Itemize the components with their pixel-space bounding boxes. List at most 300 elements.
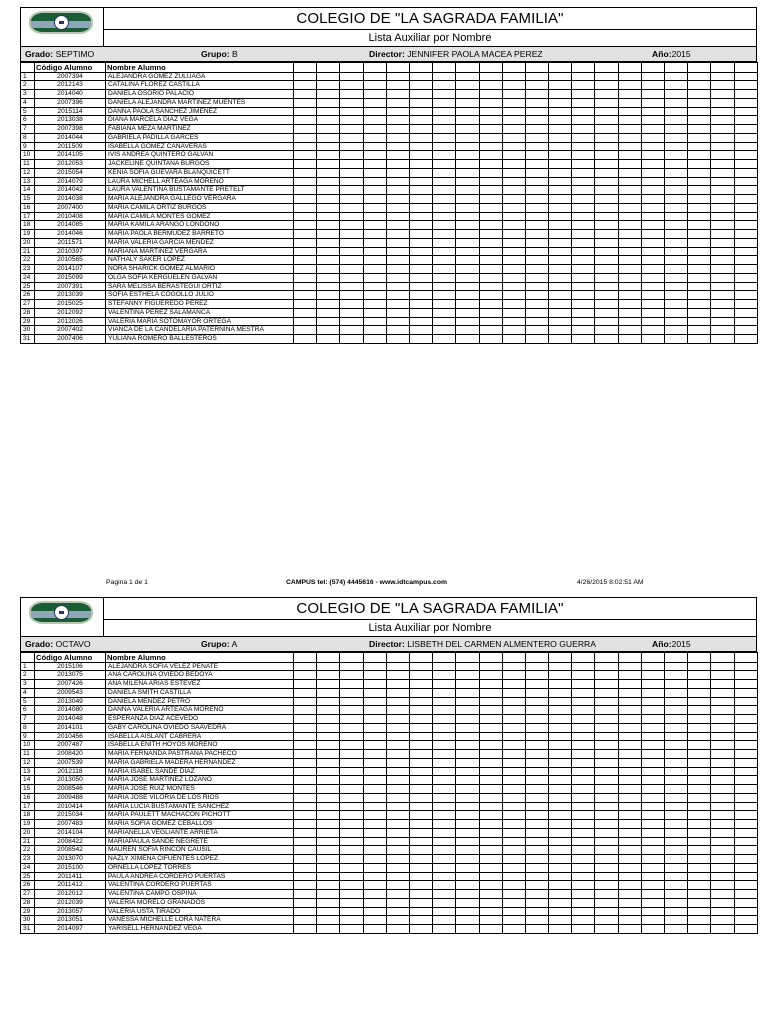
grade-entry-cell <box>433 256 456 265</box>
grade-entry-cell <box>479 925 502 934</box>
grade-entry-cell <box>340 872 363 881</box>
grade-entry-cell <box>386 907 409 916</box>
row-number: 21 <box>21 247 35 256</box>
grade-entry-cell <box>456 300 479 309</box>
row-number: 10 <box>21 151 35 160</box>
grade-entry-cell <box>711 785 734 794</box>
grade-entry-cell <box>688 308 711 317</box>
grade-entry-cell <box>456 662 479 671</box>
student-code: 2013038 <box>35 116 106 125</box>
grade-entry-cell <box>595 715 618 724</box>
grade-entry-cell <box>479 203 502 212</box>
grade-entry-cell <box>502 90 525 99</box>
table-row <box>21 706 758 715</box>
grade-entry-cell <box>525 671 548 680</box>
grade-entry-cell <box>549 116 572 125</box>
grade-entry-header-cell <box>549 653 572 663</box>
student-name: DANIELA SMITH CASTILLA <box>106 688 294 697</box>
grade-entry-cell <box>734 662 757 671</box>
grade-entry-cell <box>502 872 525 881</box>
grade-entry-cell <box>734 291 757 300</box>
grade-entry-cell <box>502 282 525 291</box>
grade-entry-cell <box>549 916 572 925</box>
grade-entry-cell <box>549 247 572 256</box>
grade-entry-cell <box>456 168 479 177</box>
grade-entry-cell <box>479 107 502 116</box>
grade-entry-cell <box>734 811 757 820</box>
grade-entry-cell <box>711 925 734 934</box>
grade-entry-cell <box>641 715 664 724</box>
grade-entry-cell <box>409 881 432 890</box>
row-number: 15 <box>21 785 35 794</box>
grade-entry-cell <box>456 160 479 169</box>
grade-entry-header-cell <box>525 653 548 663</box>
grade-entry-cell <box>479 125 502 134</box>
grade-entry-cell <box>409 265 432 274</box>
grade-entry-cell <box>734 828 757 837</box>
grade-entry-cell <box>572 212 595 221</box>
grade-entry-cell <box>456 820 479 829</box>
row-number: 29 <box>21 907 35 916</box>
row-number: 4 <box>21 688 35 697</box>
grade-entry-cell <box>363 706 386 715</box>
grade-entry-cell <box>456 925 479 934</box>
year-label: Año: <box>652 49 672 59</box>
grade-entry-cell <box>665 828 688 837</box>
student-name: VALENTINA CORDERO PUERTAS <box>106 881 294 890</box>
table-row <box>21 247 758 256</box>
grade-entry-cell <box>688 133 711 142</box>
grade-entry-cell <box>363 72 386 81</box>
group-info <box>201 49 369 59</box>
header-name: Nombre Alumno <box>106 653 294 663</box>
grade-entry-cell <box>479 846 502 855</box>
header-code: Código Alumno <box>35 63 106 73</box>
grade-entry-cell <box>363 723 386 732</box>
grade-entry-cell <box>572 168 595 177</box>
grade-entry-cell <box>317 308 340 317</box>
grade-entry-cell <box>525 758 548 767</box>
grade-entry-cell <box>294 326 317 335</box>
student-code: 2013051 <box>35 916 106 925</box>
grade-entry-cell <box>317 820 340 829</box>
row-number: 31 <box>21 925 35 934</box>
grade-entry-cell <box>479 326 502 335</box>
grade-entry-cell <box>317 898 340 907</box>
grade-entry-cell <box>502 256 525 265</box>
row-number: 7 <box>21 125 35 134</box>
grade-entry-cell <box>665 890 688 899</box>
grade-entry-cell <box>549 785 572 794</box>
student-code: 2009488 <box>35 793 106 802</box>
grade-entry-cell <box>711 758 734 767</box>
header-index-cell <box>21 653 35 663</box>
grade-entry-cell <box>386 811 409 820</box>
table-row <box>21 125 758 134</box>
grade-entry-cell <box>665 273 688 282</box>
grade-entry-cell <box>386 90 409 99</box>
grade-entry-cell <box>340 846 363 855</box>
grade-entry-cell <box>317 107 340 116</box>
row-number: 29 <box>21 317 35 326</box>
grade-entry-cell <box>386 758 409 767</box>
grade-entry-cell <box>572 247 595 256</box>
grade-entry-cell <box>456 828 479 837</box>
grade-entry-cell <box>549 776 572 785</box>
grade-entry-cell <box>734 326 757 335</box>
grade-entry-cell <box>502 671 525 680</box>
row-number: 3 <box>21 90 35 99</box>
grade-entry-cell <box>618 265 641 274</box>
student-name: YULIANA ROMERO BALLESTEROS <box>106 335 294 344</box>
grade-entry-cell <box>734 793 757 802</box>
grade-entry-cell <box>386 238 409 247</box>
grade-info <box>25 639 201 649</box>
student-name: OLGA SOFIA KERGUELEN GALVAN <box>106 273 294 282</box>
grade-entry-cell <box>317 758 340 767</box>
grade-entry-cell <box>665 300 688 309</box>
grade-entry-cell <box>641 151 664 160</box>
student-code: 2014105 <box>35 151 106 160</box>
grade-entry-cell <box>340 317 363 326</box>
grade-entry-cell <box>665 680 688 689</box>
grade-entry-cell <box>572 750 595 759</box>
group-label: Grupo: <box>201 49 230 59</box>
grade-entry-cell <box>688 671 711 680</box>
grade-entry-cell <box>317 335 340 344</box>
grade-entry-cell <box>363 212 386 221</box>
grade-entry-cell <box>456 308 479 317</box>
grade-entry-cell <box>456 750 479 759</box>
grade-entry-cell <box>734 256 757 265</box>
grade-entry-cell <box>525 116 548 125</box>
grade-entry-cell <box>549 203 572 212</box>
student-code: 2014046 <box>35 230 106 239</box>
grade-entry-cell <box>409 680 432 689</box>
grade-entry-cell <box>317 300 340 309</box>
grade-entry-cell <box>294 273 317 282</box>
group-info <box>201 639 369 649</box>
grade-entry-cell <box>294 750 317 759</box>
grade-entry-cell <box>641 863 664 872</box>
grade-entry-cell <box>502 916 525 925</box>
grade-entry-cell <box>294 230 317 239</box>
table-row <box>21 837 758 846</box>
grade-entry-cell <box>409 828 432 837</box>
grade-entry-cell <box>479 662 502 671</box>
director-label: Director: <box>369 49 405 59</box>
grade-entry-cell <box>641 300 664 309</box>
grade-entry-cell <box>711 837 734 846</box>
grade-entry-cell <box>711 151 734 160</box>
grade-entry-cell <box>456 107 479 116</box>
grade-entry-cell <box>595 212 618 221</box>
grade-entry-cell <box>294 90 317 99</box>
row-number: 3 <box>21 680 35 689</box>
sheet-header <box>20 597 757 636</box>
table-row <box>21 300 758 309</box>
grade-entry-cell <box>549 680 572 689</box>
grade-entry-cell <box>595 750 618 759</box>
grade-entry-cell <box>433 221 456 230</box>
table-row <box>21 273 758 282</box>
grade-entry-cell <box>595 195 618 204</box>
grade-entry-cell <box>317 907 340 916</box>
grade-entry-cell <box>433 785 456 794</box>
grade-entry-cell <box>665 203 688 212</box>
grade-entry-cell <box>734 732 757 741</box>
grade-entry-cell <box>711 317 734 326</box>
grade-entry-cell <box>340 221 363 230</box>
row-number: 23 <box>21 855 35 864</box>
grade-entry-cell <box>456 890 479 899</box>
grade-entry-cell <box>734 168 757 177</box>
grade-entry-cell <box>711 872 734 881</box>
grade-entry-cell <box>549 326 572 335</box>
grade-entry-cell <box>688 317 711 326</box>
grade-entry-cell <box>641 238 664 247</box>
grade-entry-cell <box>549 898 572 907</box>
grade-entry-cell <box>641 177 664 186</box>
grade-entry-cell <box>386 133 409 142</box>
grade-entry-cell <box>549 863 572 872</box>
student-code: 2010408 <box>35 212 106 221</box>
grade-entry-header-cell <box>734 63 757 73</box>
grade-entry-cell <box>340 741 363 750</box>
grade-entry-cell <box>363 221 386 230</box>
grade-entry-cell <box>363 168 386 177</box>
grade-entry-cell <box>294 247 317 256</box>
grade-entry-cell <box>294 265 317 274</box>
grade-entry-cell <box>340 706 363 715</box>
table-row <box>21 160 758 169</box>
grade-entry-cell <box>665 750 688 759</box>
grade-entry-cell <box>734 81 757 90</box>
grade-entry-cell <box>294 855 317 864</box>
grade-entry-cell <box>479 723 502 732</box>
student-code: 2010397 <box>35 247 106 256</box>
grade-entry-cell <box>665 282 688 291</box>
grade-entry-cell <box>456 230 479 239</box>
row-number: 13 <box>21 767 35 776</box>
grade-entry-cell <box>386 212 409 221</box>
student-name: VALERIA USTA TIRADO <box>106 907 294 916</box>
grade-entry-cell <box>363 125 386 134</box>
grade-entry-cell <box>525 750 548 759</box>
grade-entry-cell <box>688 890 711 899</box>
grade-entry-cell <box>294 723 317 732</box>
grade-entry-cell <box>665 732 688 741</box>
grade-entry-cell <box>340 151 363 160</box>
grade-entry-cell <box>294 212 317 221</box>
grade-entry-cell <box>317 723 340 732</box>
grade-entry-cell <box>711 203 734 212</box>
grade-entry-cell <box>433 151 456 160</box>
grade-entry-cell <box>363 881 386 890</box>
grade-entry-cell <box>665 671 688 680</box>
student-code: 2007539 <box>35 758 106 767</box>
row-number: 7 <box>21 715 35 724</box>
grade-entry-cell <box>456 326 479 335</box>
grade-entry-cell <box>433 125 456 134</box>
grade-entry-cell <box>409 898 432 907</box>
grade-entry-header-cell <box>641 63 664 73</box>
grade-entry-cell <box>618 758 641 767</box>
grade-entry-cell <box>641 256 664 265</box>
grade-entry-cell <box>386 168 409 177</box>
grade-entry-cell <box>572 715 595 724</box>
grade-entry-header-cell <box>409 653 432 663</box>
grade-entry-cell <box>641 142 664 151</box>
grade-entry-cell <box>294 317 317 326</box>
grade-entry-cell <box>618 820 641 829</box>
grade-entry-cell <box>409 282 432 291</box>
grade-entry-cell <box>363 828 386 837</box>
grade-entry-cell <box>525 846 548 855</box>
grade-entry-cell <box>479 335 502 344</box>
grade-entry-cell <box>433 142 456 151</box>
grade-entry-cell <box>502 697 525 706</box>
grade-entry-cell <box>409 776 432 785</box>
grade-entry-cell <box>549 890 572 899</box>
row-number: 5 <box>21 107 35 116</box>
student-code: 2014038 <box>35 195 106 204</box>
grade-entry-cell <box>688 662 711 671</box>
grade-entry-cell <box>433 317 456 326</box>
grade-entry-cell <box>363 837 386 846</box>
grade-entry-cell <box>479 767 502 776</box>
grade-entry-cell <box>525 186 548 195</box>
grade-entry-cell <box>734 916 757 925</box>
grade-entry-cell <box>595 662 618 671</box>
grade-entry-cell <box>317 125 340 134</box>
grade-entry-cell <box>340 212 363 221</box>
grade-entry-cell <box>409 890 432 899</box>
grade-entry-cell <box>641 758 664 767</box>
grade-entry-cell <box>641 273 664 282</box>
grade-entry-cell <box>525 81 548 90</box>
grade-entry-cell <box>525 98 548 107</box>
grade-entry-cell <box>549 142 572 151</box>
student-code: 2013049 <box>35 697 106 706</box>
grade-entry-cell <box>665 98 688 107</box>
grade-entry-cell <box>688 811 711 820</box>
grade-entry-cell <box>549 732 572 741</box>
grade-entry-cell <box>688 212 711 221</box>
school-crest-logo <box>29 11 93 34</box>
grade-entry-cell <box>502 706 525 715</box>
grade-entry-cell <box>734 308 757 317</box>
grade-entry-cell <box>734 881 757 890</box>
grade-entry-cell <box>479 230 502 239</box>
grade-entry-cell <box>456 688 479 697</box>
grade-entry-cell <box>433 98 456 107</box>
grade-entry-cell <box>641 133 664 142</box>
grade-entry-cell <box>386 151 409 160</box>
grade-entry-cell <box>386 308 409 317</box>
table-row <box>21 107 758 116</box>
grade-entry-cell <box>665 177 688 186</box>
grade-entry-cell <box>456 125 479 134</box>
grade-entry-cell <box>409 238 432 247</box>
table-row <box>21 317 758 326</box>
grade-entry-cell <box>386 715 409 724</box>
grade-entry-cell <box>409 846 432 855</box>
grade-entry-cell <box>549 855 572 864</box>
grade-entry-cell <box>572 671 595 680</box>
grade-entry-cell <box>502 793 525 802</box>
grade-entry-cell <box>711 697 734 706</box>
grade-entry-cell <box>665 317 688 326</box>
grade-entry-cell <box>363 785 386 794</box>
grade-entry-cell <box>525 688 548 697</box>
grade-entry-cell <box>456 81 479 90</box>
grade-entry-cell <box>595 90 618 99</box>
grade-entry-cell <box>572 828 595 837</box>
grade-entry-cell <box>641 326 664 335</box>
grade-entry-cell <box>502 308 525 317</box>
grade-entry-cell <box>595 907 618 916</box>
director-info <box>369 49 652 59</box>
grade-entry-cell <box>456 203 479 212</box>
grade-entry-cell <box>479 863 502 872</box>
grade-entry-cell <box>363 326 386 335</box>
grade-entry-cell <box>409 107 432 116</box>
grade-entry-cell <box>641 168 664 177</box>
grade-entry-cell <box>688 72 711 81</box>
grade-entry-cell <box>641 898 664 907</box>
grade-entry-cell <box>711 846 734 855</box>
grade-entry-cell <box>618 335 641 344</box>
grade-entry-cell <box>317 846 340 855</box>
grade-entry-cell <box>502 855 525 864</box>
grade-entry-cell <box>618 890 641 899</box>
grade-entry-cell <box>317 230 340 239</box>
table-row <box>21 741 758 750</box>
table-row <box>21 671 758 680</box>
grade-entry-cell <box>618 291 641 300</box>
grade-entry-cell <box>386 898 409 907</box>
grade-entry-cell <box>479 785 502 794</box>
student-name: ALEJANDRA SOFIA VELEZ PENATE <box>106 662 294 671</box>
row-number: 16 <box>21 203 35 212</box>
grade-entry-cell <box>409 872 432 881</box>
grade-entry-cell <box>572 732 595 741</box>
grade-entry-cell <box>734 907 757 916</box>
row-number: 14 <box>21 776 35 785</box>
campus-contact: CAMPUS tel: (574) 4445616 - www.idtcampus.com <box>286 579 448 586</box>
grade-entry-cell <box>665 767 688 776</box>
row-number: 2 <box>21 81 35 90</box>
grade-entry-cell <box>618 916 641 925</box>
grade-entry-cell <box>641 81 664 90</box>
grade-entry-cell <box>665 662 688 671</box>
grade-entry-cell <box>572 890 595 899</box>
grade-entry-header-cell <box>433 63 456 73</box>
grade-entry-cell <box>595 326 618 335</box>
grade-entry-cell <box>433 177 456 186</box>
grade-entry-cell <box>386 107 409 116</box>
grade-entry-cell <box>665 195 688 204</box>
table-row <box>21 168 758 177</box>
grade-entry-cell <box>409 273 432 282</box>
grade-entry-cell <box>294 837 317 846</box>
table-row <box>21 680 758 689</box>
grade-entry-cell <box>618 151 641 160</box>
grade-entry-cell <box>433 916 456 925</box>
grade-entry-cell <box>595 273 618 282</box>
table-row <box>21 907 758 916</box>
